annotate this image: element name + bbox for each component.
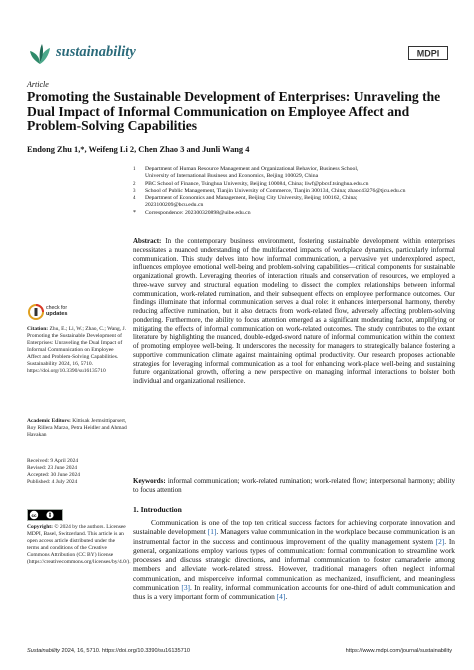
publication-dates	[27, 458, 127, 486]
copyright-block: Copyright: © 2024 by the authors. Licensee MDPI, Basel, Switzerland. This article is an open access article distributed under the terms and conditions of the Creative Commons Attribution (CC BY) license (https://creativecommons.org/licenses/by/4.0/).	[27, 524, 131, 565]
published-date: Published: 4 July 2024	[27, 479, 78, 485]
creative-commons-icon	[27, 509, 63, 521]
affiliation-line: University of International Business and Economics, Beijing 100029, China	[145, 173, 319, 180]
keywords	[133, 477, 455, 495]
keywords-text: informal communication; work-related rumination; work-related flow; interpersonal harmony; ability to focus attention	[133, 477, 455, 494]
academic-editors: Academic Editors: Kittisak Jermsittiparsert, Roy Rillera Marzo, Petra Heidler and Ahmad Havakan	[27, 418, 127, 438]
affiliation-line: 4 Department of Economics and Management, Beijing City University, Beijing 100162, China;	[133, 195, 358, 202]
article-title: Promoting the Sustainable Development of Enterprises: Unraveling the Dual Impact of Informal Communication on Employee Affect and Problem-Solving Capabilities	[27, 89, 441, 134]
citation-link-1[interactable]: [1]	[207, 527, 217, 537]
accepted-date: Accepted: 30 June 2024	[27, 472, 80, 478]
revised-date: Revised: 23 June 2024	[27, 465, 77, 471]
svg-text:cc: cc	[31, 513, 37, 518]
affiliations	[133, 166, 453, 217]
citation-link-3[interactable]: [3]	[181, 583, 190, 593]
abstract-label: Abstract:	[133, 237, 162, 245]
author-list: Endong Zhu 1,*, Weifeng Li 2, Chen Zhao 3 and Junli Wang 4	[27, 145, 250, 154]
citation-block: Citation: Zhu, E.; Li, W.; Zhao, C.; Wang, J. Promoting the Sustainable Development of Enterprises: Unraveling the Dual Impact of Informal Communication on Employee Affect and Problem-Solving Capabilities. Sustainability 2024, 16, 5710. https://doi.org/10.3390/su16135710	[27, 326, 127, 374]
received-date: Received: 9 April 2024	[27, 458, 79, 464]
citation-link-4[interactable]: [4]	[276, 592, 286, 602]
affiliation-line: 2023100209@bcu.edu.cn	[145, 202, 204, 209]
abstract-text: In the contemporary business environment, fostering sustainable development within enterprises necessitates a nuanced understanding of the multifaceted impacts of workplace dynamics, particularly informal communication. This study delves into how informal communication, a pervasive yet underexplored aspect, influences employee emotional well-being and problem-solving capabilities—critical components for sustainable organizational growth. Leveraging theories of interaction rituals and conservation of resources, we employed a three-wave survey and structural equation modeling to dissect the complex relationships between informal communication, work-related rumination, and their subsequent effects on employee performance outcomes. Our findings illuminate that informal communication serves a dual role: it enhances interpersonal harmony, thereby reducing affective rumination, but it also detracts from work-related flow, adversely affecting problem-solving pondering. Furthermore, the ability to focus attention emerged as a significant moderating factor, amplifying or mitigating the effects of informal communication on work-related outcomes. The study contributes to the extant literature by highlighting the nuanced, double-edged-sword nature of informal communication within the context of promoting employee well-being. It underscores the necessity for managers to strategically balance fostering a supportive communication climate against maintaining optimal productivity. Our research proposes actionable strategies for leveraging informal communication as a tool for enhancing work-place well-being and sustaining future organizational growth, offering a new perspective on managing informal interactions to bolster both individual and organizational resilience.	[133, 237, 455, 385]
mdpi-logo-icon	[408, 46, 448, 60]
introduction-paragraph: Communication is one of the top ten critical success factors for achieving corporate innovation and sustainable development [1]. Managers value communication in the workplace because communication is an instrumental factor in the success and continuous improvement of the quality management system [2]. In general, organizations employ various types of communication: formal communication to streamline work processes and discuss strategic directions, and informal communication to foster camaraderie among members and alleviate work-related stress. However, traditional managers often neglect informal communication, and misperceive informal communication as mechanized, insufficient, and meaningless communication [3]. In reality, informal communication accounts for one-third of adult communication and thus is a very important form of communication [4].	[133, 518, 455, 602]
correspondence-line: * Correspondence: 202300320898@uibe.edu.cn	[133, 209, 251, 216]
section-heading-introduction: 1. Introduction	[133, 505, 182, 514]
affiliation-line: 2 PBC School of Finance, Tsinghua University, Beijing 100084, China; liwf@pbcsf.tsinghua.edu.cn	[133, 180, 369, 187]
footer-citation: Sustainability 2024, 16, 5710. https://doi.org/10.3390/su16135710	[27, 648, 190, 654]
footer-journal-link[interactable]: https://www.mdpi.com/journal/sustainability	[345, 648, 452, 654]
article-type: Article	[27, 80, 49, 89]
journal-name: sustainability	[56, 44, 136, 60]
sustainability-logo-icon	[28, 42, 52, 66]
check-updates-icon	[28, 304, 44, 320]
affiliation-line: 1 Department of Human Resource Management and Organizational Behavior, Business School,	[133, 166, 359, 172]
svg-text:MDPI: MDPI	[416, 48, 440, 59]
citation-link-2[interactable]: [2]	[435, 536, 445, 546]
check-for-updates-label: check for updates	[46, 305, 68, 317]
keywords-label: Keywords:	[133, 477, 166, 485]
check-for-updates-button[interactable]	[28, 303, 72, 323]
affiliation-line: 3 School of Public Management, Tianjin University of Commerce, Tianjin 300134, China; zhaoc43276@tjcu.edu.cn	[133, 187, 406, 194]
abstract	[133, 237, 455, 386]
mdpi-logo	[408, 46, 448, 60]
